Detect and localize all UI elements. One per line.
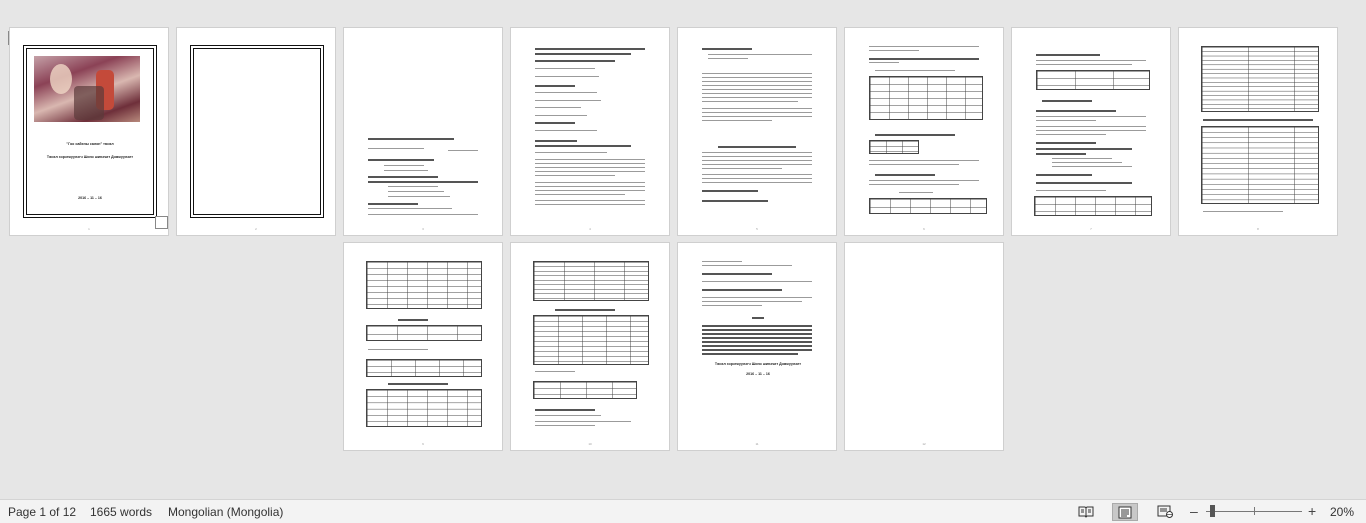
data-table xyxy=(533,315,649,365)
page-number: 10 xyxy=(588,442,592,446)
data-table xyxy=(533,381,637,399)
page-thumbnail-5[interactable] xyxy=(677,27,837,236)
page-number: 7 xyxy=(1090,227,1092,231)
data-table xyxy=(1201,46,1319,112)
data-table xyxy=(366,359,482,377)
data-table xyxy=(533,261,649,301)
page-thumbnail-10[interactable] xyxy=(510,242,670,451)
page-thumbnail-2[interactable] xyxy=(176,27,336,236)
data-table xyxy=(869,198,987,214)
language-indicator[interactable]: Mongolian (Mongolia) xyxy=(168,505,284,519)
zoom-out-button[interactable]: – xyxy=(1190,503,1198,519)
print-layout-button[interactable] xyxy=(1112,503,1138,521)
data-table xyxy=(869,140,919,154)
page-thumbnail-1[interactable] xyxy=(9,27,169,236)
page-number: 2 xyxy=(255,227,257,231)
zoom-level-indicator[interactable]: 20% xyxy=(1330,505,1355,519)
web-layout-button[interactable] xyxy=(1152,503,1178,521)
page-thumbnail-6[interactable] xyxy=(844,27,1004,236)
page-thumbnail-3[interactable] xyxy=(343,27,503,236)
page-number: 11 xyxy=(755,442,759,446)
zoom-slider-midpoint xyxy=(1254,507,1255,515)
cover-date: 2016 – 11 – 16 xyxy=(78,196,102,200)
table-resize-handle[interactable] xyxy=(155,216,168,229)
read-mode-button[interactable] xyxy=(1073,503,1099,521)
cover-photo xyxy=(34,56,140,122)
page-number: 6 xyxy=(923,227,925,231)
closing-date: 2016 – 11 – 16 xyxy=(746,372,770,376)
page-count-indicator[interactable]: Page 1 of 12 xyxy=(8,505,77,519)
data-table xyxy=(366,261,482,309)
cover-subtitle: Төсөл хэрэгжүүлэгч Шинэ шинэчит Дэмжүүлэлт xyxy=(46,155,134,159)
read-mode-icon xyxy=(1078,505,1094,518)
zoom-in-button[interactable]: + xyxy=(1308,503,1317,519)
page-border-inner xyxy=(193,48,321,215)
page-number: 9 xyxy=(422,442,424,446)
page-thumbnail-7[interactable] xyxy=(1011,27,1171,236)
page-thumbnail-9[interactable] xyxy=(343,242,503,451)
page-thumbnail-4[interactable] xyxy=(510,27,670,236)
web-layout-icon xyxy=(1157,505,1173,518)
word-count-indicator[interactable]: 1665 words xyxy=(90,505,153,519)
page-number: 4 xyxy=(589,227,591,231)
page-number: 1 xyxy=(88,227,90,231)
page-number: 8 xyxy=(1257,227,1259,231)
page-number: 3 xyxy=(422,227,424,231)
data-table xyxy=(869,76,983,120)
data-table xyxy=(366,325,482,341)
data-table xyxy=(1034,196,1152,216)
closing-title: Төсөл хэрэгжүүлэгч Шинэ шинэчит Дэмжүүлэлт xyxy=(714,362,802,366)
page-thumbnail-11[interactable] xyxy=(677,242,837,451)
page-number: 5 xyxy=(756,227,758,231)
zoom-slider-thumb[interactable] xyxy=(1210,505,1215,517)
data-table xyxy=(1036,70,1150,90)
page-thumbnail-12[interactable] xyxy=(844,242,1004,451)
data-table xyxy=(366,389,482,427)
data-table xyxy=(1201,126,1319,204)
print-layout-icon xyxy=(1117,506,1133,519)
page-thumbnail-8[interactable] xyxy=(1178,27,1338,236)
cover-title: "Гоо сайхны салон" төсөл xyxy=(66,142,114,146)
status-bar xyxy=(0,499,1366,523)
page-number: 12 xyxy=(922,442,926,446)
